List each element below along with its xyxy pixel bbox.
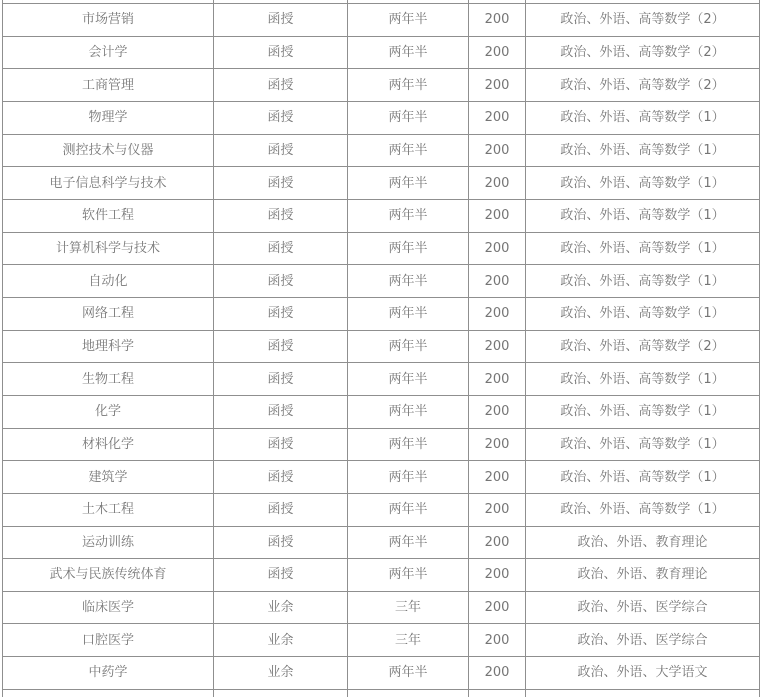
duration-cell: 两年半 [348,527,469,560]
study-mode-cell: 业余 [214,657,348,690]
fee-cell: 200 [469,69,526,102]
duration-cell: 两年半 [348,657,469,690]
subjects-cell: 政治、外语、高等数学（1） [526,102,760,135]
subjects-cell: 政治、外语、大学语文 [526,657,760,690]
major-cell: 物理学 [3,102,214,135]
study-mode-cell: 函授 [214,37,348,70]
fee-cell: 200 [469,494,526,527]
fee-cell: 200 [469,429,526,462]
subjects-cell: 政治、外语、高等数学（1） [526,461,760,494]
subjects-cell: 政治、外语、高等数学（1） [526,363,760,396]
duration-cell: 两年半 [348,396,469,429]
study-mode-cell: 业余 [214,592,348,625]
fee-cell: 200 [469,331,526,364]
subjects-cell: 政治、外语、高等数学（2） [526,4,760,37]
fee-cell: 200 [469,592,526,625]
fee-cell: 200 [469,265,526,298]
admissions-table [2,0,760,697]
duration-cell: 三年 [348,592,469,625]
study-mode-cell: 函授 [214,396,348,429]
major-cell: 临床医学 [3,592,214,625]
major-cell: 软件工程 [3,200,214,233]
major-cell: 建筑学 [3,461,214,494]
fee-cell: 200 [469,461,526,494]
fee-cell: 200 [469,37,526,70]
fee-cell: 200 [469,527,526,560]
duration-cell: 两年半 [348,37,469,70]
study-mode-cell: 函授 [214,135,348,168]
partial-row-cell [214,690,348,697]
fee-cell: 200 [469,396,526,429]
major-cell: 材料化学 [3,429,214,462]
fee-cell: 200 [469,102,526,135]
major-cell: 中药学 [3,657,214,690]
duration-cell: 两年半 [348,135,469,168]
study-mode-cell: 业余 [214,624,348,657]
fee-cell: 200 [469,624,526,657]
major-cell: 电子信息科学与技术 [3,167,214,200]
subjects-cell: 政治、外语、高等数学（1） [526,494,760,527]
study-mode-cell: 函授 [214,494,348,527]
study-mode-cell: 函授 [214,167,348,200]
duration-cell: 两年半 [348,167,469,200]
subjects-cell: 政治、外语、教育理论 [526,559,760,592]
subjects-cell: 政治、外语、高等数学（1） [526,396,760,429]
subjects-cell: 政治、外语、高等数学（1） [526,429,760,462]
study-mode-cell: 函授 [214,363,348,396]
major-cell: 计算机科学与技术 [3,233,214,266]
fee-cell: 200 [469,559,526,592]
study-mode-cell: 函授 [214,559,348,592]
duration-cell: 两年半 [348,429,469,462]
subjects-cell: 政治、外语、高等数学（2） [526,331,760,364]
duration-cell: 两年半 [348,559,469,592]
major-cell: 会计学 [3,37,214,70]
study-mode-cell: 函授 [214,233,348,266]
major-cell: 土木工程 [3,494,214,527]
duration-cell: 两年半 [348,461,469,494]
subjects-cell: 政治、外语、高等数学（2） [526,69,760,102]
duration-cell: 两年半 [348,298,469,331]
study-mode-cell: 函授 [214,461,348,494]
fee-cell: 200 [469,298,526,331]
duration-cell: 两年半 [348,4,469,37]
major-cell: 测控技术与仪器 [3,135,214,168]
study-mode-cell: 函授 [214,429,348,462]
study-mode-cell: 函授 [214,265,348,298]
subjects-cell: 政治、外语、医学综合 [526,624,760,657]
subjects-cell: 政治、外语、教育理论 [526,527,760,560]
study-mode-cell: 函授 [214,69,348,102]
study-mode-cell: 函授 [214,200,348,233]
major-cell: 口腔医学 [3,624,214,657]
study-mode-cell: 函授 [214,4,348,37]
fee-cell: 200 [469,363,526,396]
study-mode-cell: 函授 [214,102,348,135]
duration-cell: 两年半 [348,363,469,396]
subjects-cell: 政治、外语、高等数学（1） [526,233,760,266]
major-cell: 工商管理 [3,69,214,102]
major-cell: 市场营销 [3,4,214,37]
duration-cell: 两年半 [348,494,469,527]
subjects-cell: 政治、外语、高等数学（1） [526,135,760,168]
study-mode-cell: 函授 [214,527,348,560]
duration-cell: 三年 [348,624,469,657]
duration-cell: 两年半 [348,102,469,135]
fee-cell: 200 [469,4,526,37]
subjects-cell: 政治、外语、高等数学（1） [526,265,760,298]
duration-cell: 两年半 [348,200,469,233]
fee-cell: 200 [469,167,526,200]
partial-row-cell [526,690,760,697]
duration-cell: 两年半 [348,69,469,102]
major-cell: 自动化 [3,265,214,298]
major-cell: 武术与民族传统体育 [3,559,214,592]
subjects-cell: 政治、外语、高等数学（1） [526,167,760,200]
duration-cell: 两年半 [348,265,469,298]
subjects-cell: 政治、外语、高等数学（1） [526,200,760,233]
major-cell: 地理科学 [3,331,214,364]
major-cell: 网络工程 [3,298,214,331]
duration-cell: 两年半 [348,233,469,266]
fee-cell: 200 [469,233,526,266]
subjects-cell: 政治、外语、高等数学（1） [526,298,760,331]
duration-cell: 两年半 [348,331,469,364]
partial-row-cell [3,690,214,697]
partial-row-cell [469,690,526,697]
major-cell: 化学 [3,396,214,429]
fee-cell: 200 [469,200,526,233]
subjects-cell: 政治、外语、高等数学（2） [526,37,760,70]
study-mode-cell: 函授 [214,298,348,331]
study-mode-cell: 函授 [214,331,348,364]
major-cell: 生物工程 [3,363,214,396]
partial-row-cell [348,690,469,697]
subjects-cell: 政治、外语、医学综合 [526,592,760,625]
major-cell: 运动训练 [3,527,214,560]
fee-cell: 200 [469,657,526,690]
fee-cell: 200 [469,135,526,168]
